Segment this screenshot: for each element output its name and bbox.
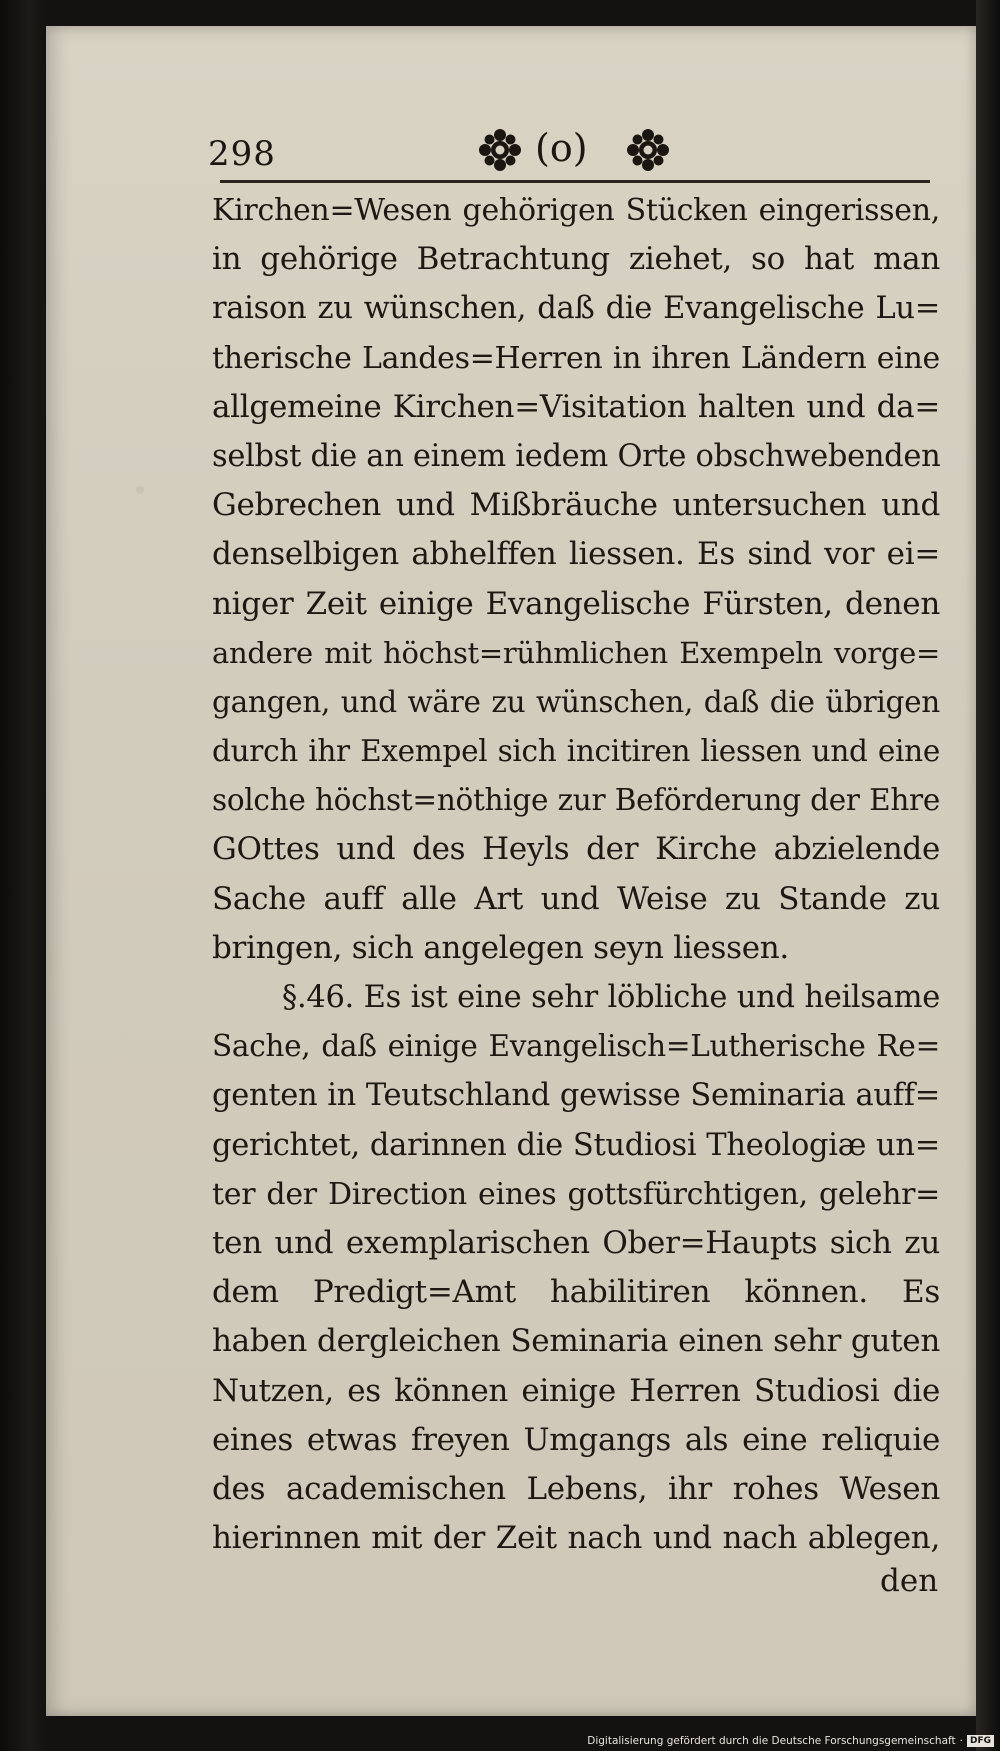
text-line: Kirchen=Wesen gehörigen Stücken eingerissen, xyxy=(212,193,940,228)
text-line: hierinnen mit der Zeit nach und nach ablegen, xyxy=(212,1520,940,1557)
text-line: des academischen Lebens, ihr rohes Wesen xyxy=(212,1470,940,1507)
paper-stain xyxy=(136,486,144,494)
flower-ornament-icon xyxy=(626,128,670,172)
text-line: ten und exemplarischen Ober=Haupts sich zu xyxy=(212,1224,940,1261)
text-line: selbst die an einem iedem Orte obschwebenden xyxy=(212,438,940,474)
text-line: haben dergleichen Seminaria einen sehr guten xyxy=(212,1323,940,1360)
text-line: niger Zeit einige Evangelische Fürsten, denen xyxy=(212,585,940,622)
text-line: ter der Direction eines gottsfürchtigen, gelehr= xyxy=(212,1176,940,1212)
scan-edge xyxy=(976,0,1000,1751)
page-number: 298 xyxy=(208,134,276,174)
text-line: denselbigen abhelffen liessen. Es sind vor ei= xyxy=(212,536,940,573)
text-line: bringen, sich angelegen seyn liessen. xyxy=(212,929,789,966)
text-line: Nutzen, es können einige Herren Studiosi die xyxy=(212,1372,940,1409)
text-line: raison zu wünschen, daß die Evangelische Lu= xyxy=(212,291,940,327)
text-line: gangen, und wäre zu wünschen, daß die übrigen xyxy=(212,684,940,719)
catchword: den xyxy=(880,1563,939,1599)
text-line: solche höchst=nöthige zur Beförderung der Ehre xyxy=(212,783,940,818)
text-line: durch ihr Exempel sich incitiren liessen und eine xyxy=(212,734,940,769)
text-line: gerichtet, darinnen die Studiosi Theologiæ un= xyxy=(212,1127,940,1163)
dfg-logo: DFG xyxy=(967,1735,994,1747)
page-header xyxy=(160,118,950,182)
header-rule xyxy=(220,180,930,183)
text-line: Sache auff alle Art und Weise zu Stande zu xyxy=(212,880,940,917)
text-line: andere mit höchst=rühmlichen Exempeln vorge= xyxy=(212,635,940,670)
header-mark: (o) xyxy=(535,126,588,170)
body-text xyxy=(212,186,940,1563)
text-line: therische Landes=Herren in ihren Ländern eine xyxy=(212,340,940,376)
paragraph-start-line: §.46. Es ist eine sehr löbliche und heilsame xyxy=(282,980,940,1015)
text-line: genten in Teutschland gewisse Seminaria auff= xyxy=(212,1078,940,1114)
text-line: dem Predigt=Amt habilitiren können. Es xyxy=(212,1274,940,1311)
funding-credit: Digitalisierung gefördert durch die Deutsche Forschungsgemeinschaft xyxy=(587,1735,956,1747)
digitization-footer: Digitalisierung gefördert durch die Deutsche Forschungsgemeinschaft · DFG xyxy=(587,1735,994,1747)
flower-ornament-icon xyxy=(478,128,522,172)
text-line: Gebrechen und Mißbräuche untersuchen und xyxy=(212,487,940,524)
text-line: eines etwas freyen Umgangs als eine reliquie xyxy=(212,1421,940,1458)
text-line: GOttes und des Heyls der Kirche abzielende xyxy=(212,831,940,868)
text-line: in gehörige Betrachtung ziehet, so hat man xyxy=(212,241,940,278)
text-line: Sache, daß einige Evangelisch=Lutherische Re= xyxy=(212,1029,940,1064)
text-line: allgemeine Kirchen=Visitation halten und da= xyxy=(212,388,940,425)
